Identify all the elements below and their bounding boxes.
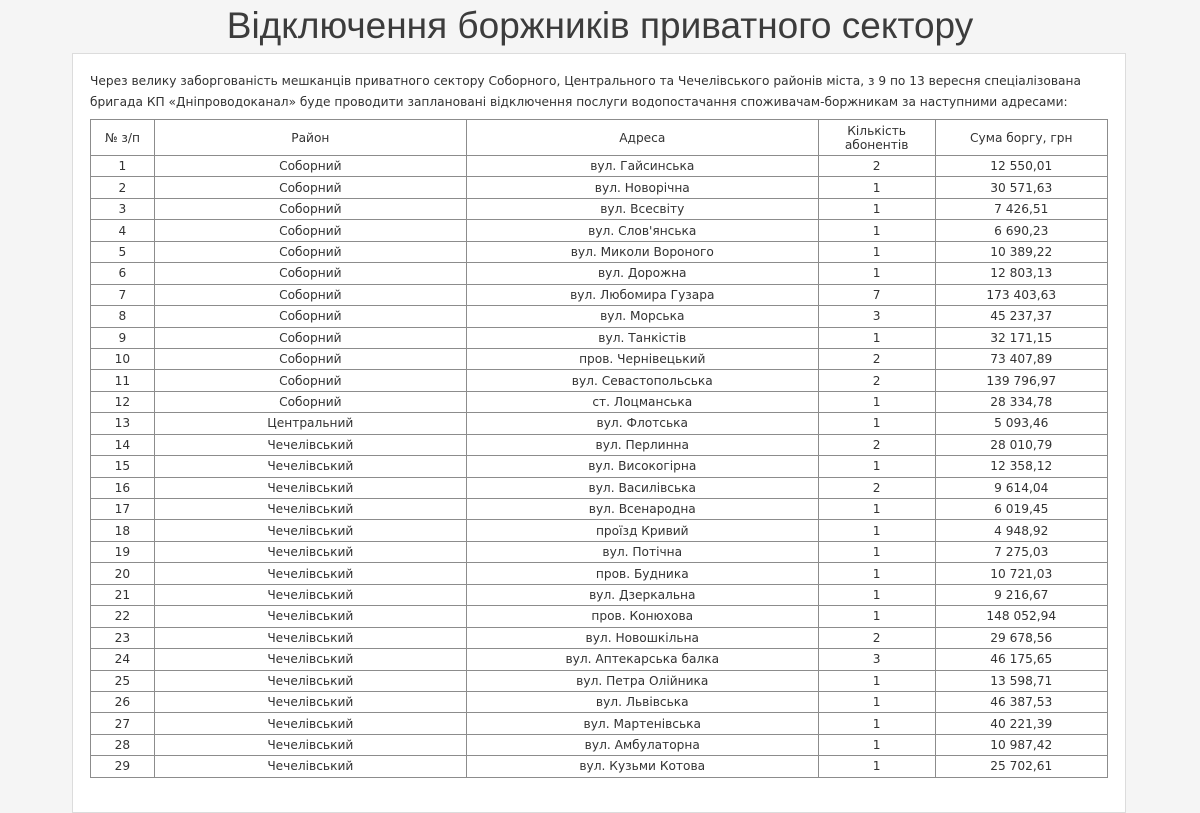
cell-district: Чечелівський bbox=[154, 456, 466, 477]
cell-number: 12 bbox=[91, 391, 155, 412]
table-row bbox=[91, 520, 1108, 541]
table-row bbox=[91, 691, 1108, 712]
cell-debt: 4 948,92 bbox=[935, 520, 1107, 541]
cell-address: проїзд Кривий bbox=[466, 520, 818, 541]
table-row bbox=[91, 306, 1108, 327]
cell-debt: 28 334,78 bbox=[935, 391, 1107, 412]
table-row bbox=[91, 434, 1108, 455]
table-row bbox=[91, 649, 1108, 670]
cell-number: 15 bbox=[91, 456, 155, 477]
cell-address: вул. Перлинна bbox=[466, 434, 818, 455]
cell-number: 4 bbox=[91, 220, 155, 241]
cell-debt: 12 358,12 bbox=[935, 456, 1107, 477]
cell-district: Чечелівський bbox=[154, 584, 466, 605]
cell-number: 1 bbox=[91, 156, 155, 177]
cell-subscribers: 1 bbox=[818, 391, 935, 412]
cell-address: вул. Танкістів bbox=[466, 327, 818, 348]
cell-debt: 12 803,13 bbox=[935, 263, 1107, 284]
cell-number: 28 bbox=[91, 734, 155, 755]
cell-subscribers: 1 bbox=[818, 541, 935, 562]
cell-district: Соборний bbox=[154, 263, 466, 284]
cell-debt: 32 171,15 bbox=[935, 327, 1107, 348]
cell-debt: 10 987,42 bbox=[935, 734, 1107, 755]
cell-debt: 6 019,45 bbox=[935, 499, 1107, 520]
cell-address: вул. Любомира Гузара bbox=[466, 284, 818, 305]
cell-district: Соборний bbox=[154, 284, 466, 305]
cell-district: Чечелівський bbox=[154, 670, 466, 691]
cell-district: Центральний bbox=[154, 413, 466, 434]
table-row bbox=[91, 198, 1108, 219]
cell-number: 24 bbox=[91, 649, 155, 670]
cell-subscribers: 1 bbox=[818, 177, 935, 198]
cell-address: вул. Миколи Вороного bbox=[466, 241, 818, 262]
page-title: Відключення боржників приватного сектору bbox=[226, 5, 974, 46]
cell-debt: 45 237,37 bbox=[935, 306, 1107, 327]
cell-district: Чечелівський bbox=[154, 627, 466, 648]
cell-debt: 46 175,65 bbox=[935, 649, 1107, 670]
cell-debt: 40 221,39 bbox=[935, 713, 1107, 734]
cell-subscribers: 1 bbox=[818, 734, 935, 755]
cell-subscribers: 1 bbox=[818, 198, 935, 219]
cell-address: вул. Гайсинська bbox=[466, 156, 818, 177]
table-header-row bbox=[91, 120, 1108, 156]
cell-address: вул. Новорічна bbox=[466, 177, 818, 198]
cell-number: 2 bbox=[91, 177, 155, 198]
cell-address: вул. Мартенівська bbox=[466, 713, 818, 734]
cell-debt: 10 721,03 bbox=[935, 563, 1107, 584]
cell-subscribers: 1 bbox=[818, 241, 935, 262]
cell-debt: 25 702,61 bbox=[935, 756, 1107, 777]
cell-debt: 148 052,94 bbox=[935, 606, 1107, 627]
cell-number: 20 bbox=[91, 563, 155, 584]
cell-number: 18 bbox=[91, 520, 155, 541]
table-row bbox=[91, 177, 1108, 198]
cell-address: вул. Флотська bbox=[466, 413, 818, 434]
cell-number: 23 bbox=[91, 627, 155, 648]
cell-number: 11 bbox=[91, 370, 155, 391]
cell-debt: 30 571,63 bbox=[935, 177, 1107, 198]
cell-debt: 139 796,97 bbox=[935, 370, 1107, 391]
cell-number: 17 bbox=[91, 499, 155, 520]
cell-number: 8 bbox=[91, 306, 155, 327]
cell-address: ст. Лоцманська bbox=[466, 391, 818, 412]
cell-number: 21 bbox=[91, 584, 155, 605]
cell-subscribers: 2 bbox=[818, 348, 935, 369]
cell-debt: 5 093,46 bbox=[935, 413, 1107, 434]
cell-debt: 73 407,89 bbox=[935, 348, 1107, 369]
cell-debt: 6 690,23 bbox=[935, 220, 1107, 241]
cell-subscribers: 1 bbox=[818, 520, 935, 541]
cell-number: 25 bbox=[91, 670, 155, 691]
header-debt: Сума боргу, грн bbox=[935, 120, 1107, 156]
cell-district: Чечелівський bbox=[154, 520, 466, 541]
cell-district: Чечелівський bbox=[154, 541, 466, 562]
cell-debt: 9 614,04 bbox=[935, 477, 1107, 498]
cell-debt: 7 426,51 bbox=[935, 198, 1107, 219]
cell-district: Соборний bbox=[154, 327, 466, 348]
cell-district: Соборний bbox=[154, 220, 466, 241]
cell-number: 7 bbox=[91, 284, 155, 305]
table-row bbox=[91, 584, 1108, 605]
cell-number: 6 bbox=[91, 263, 155, 284]
cell-number: 19 bbox=[91, 541, 155, 562]
cell-subscribers: 1 bbox=[818, 456, 935, 477]
cell-subscribers: 1 bbox=[818, 563, 935, 584]
cell-subscribers: 2 bbox=[818, 370, 935, 391]
table-row bbox=[91, 220, 1108, 241]
table-row bbox=[91, 670, 1108, 691]
cell-address: вул. Аптекарська балка bbox=[466, 649, 818, 670]
cell-address: вул. Новошкільна bbox=[466, 627, 818, 648]
cell-district: Соборний bbox=[154, 348, 466, 369]
table-row bbox=[91, 606, 1108, 627]
cell-address: вул. Всенародна bbox=[466, 499, 818, 520]
cell-address: вул. Василівська bbox=[466, 477, 818, 498]
cell-number: 3 bbox=[91, 198, 155, 219]
table-row bbox=[91, 499, 1108, 520]
table-row bbox=[91, 477, 1108, 498]
table-row bbox=[91, 263, 1108, 284]
header-district: Район bbox=[154, 120, 466, 156]
table-row bbox=[91, 391, 1108, 412]
cell-district: Чечелівський bbox=[154, 477, 466, 498]
cell-subscribers: 2 bbox=[818, 627, 935, 648]
cell-debt: 29 678,56 bbox=[935, 627, 1107, 648]
table-row bbox=[91, 713, 1108, 734]
cell-debt: 13 598,71 bbox=[935, 670, 1107, 691]
cell-subscribers: 1 bbox=[818, 413, 935, 434]
cell-number: 16 bbox=[91, 477, 155, 498]
cell-subscribers: 3 bbox=[818, 649, 935, 670]
cell-address: вул. Слов'янська bbox=[466, 220, 818, 241]
cell-subscribers: 1 bbox=[818, 756, 935, 777]
cell-address: вул. Петра Олійника bbox=[466, 670, 818, 691]
cell-address: вул. Морська bbox=[466, 306, 818, 327]
cell-address: вул. Львівська bbox=[466, 691, 818, 712]
table-row bbox=[91, 348, 1108, 369]
cell-subscribers: 2 bbox=[818, 156, 935, 177]
cell-district: Чечелівський bbox=[154, 734, 466, 755]
cell-district: Чечелівський bbox=[154, 434, 466, 455]
table-row bbox=[91, 327, 1108, 348]
header-subscribers: Кількість абонентів bbox=[818, 120, 935, 156]
table-body bbox=[91, 156, 1108, 778]
cell-debt: 9 216,67 bbox=[935, 584, 1107, 605]
cell-number: 27 bbox=[91, 713, 155, 734]
cell-address: вул. Севастопольська bbox=[466, 370, 818, 391]
cell-debt: 10 389,22 bbox=[935, 241, 1107, 262]
debtors-table bbox=[90, 119, 1108, 778]
table-row bbox=[91, 541, 1108, 562]
cell-address: вул. Високогірна bbox=[466, 456, 818, 477]
table-row bbox=[91, 284, 1108, 305]
cell-subscribers: 1 bbox=[818, 606, 935, 627]
cell-number: 10 bbox=[91, 348, 155, 369]
cell-number: 14 bbox=[91, 434, 155, 455]
cell-district: Чечелівський bbox=[154, 713, 466, 734]
cell-address: вул. Дзеркальна bbox=[466, 584, 818, 605]
intro-paragraph: Через велику заборгованість мешканців приватного сектору Соборного, Центрального та Чечелівського районів міста, з 9 по 13 вересня спеціалізована бригада КП «Дніпроводоканал» буде проводити заплановані відключення послуги водопостачання споживачам-боржникам за наступними адресами: bbox=[90, 74, 1081, 109]
cell-address: вул. Амбулаторна bbox=[466, 734, 818, 755]
cell-address: пров. Будника bbox=[466, 563, 818, 584]
cell-district: Чечелівський bbox=[154, 499, 466, 520]
cell-subscribers: 7 bbox=[818, 284, 935, 305]
cell-number: 9 bbox=[91, 327, 155, 348]
content-card bbox=[72, 53, 1126, 813]
table-row bbox=[91, 756, 1108, 777]
cell-district: Соборний bbox=[154, 156, 466, 177]
cell-subscribers: 1 bbox=[818, 670, 935, 691]
cell-subscribers: 1 bbox=[818, 584, 935, 605]
cell-address: пров. Чернівецький bbox=[466, 348, 818, 369]
cell-subscribers: 1 bbox=[818, 220, 935, 241]
table-row bbox=[91, 627, 1108, 648]
cell-district: Соборний bbox=[154, 177, 466, 198]
cell-debt: 28 010,79 bbox=[935, 434, 1107, 455]
cell-district: Чечелівський bbox=[154, 563, 466, 584]
cell-district: Соборний bbox=[154, 391, 466, 412]
table-row bbox=[91, 156, 1108, 177]
cell-number: 13 bbox=[91, 413, 155, 434]
table-row bbox=[91, 734, 1108, 755]
table-row bbox=[91, 563, 1108, 584]
cell-district: Чечелівський bbox=[154, 649, 466, 670]
cell-subscribers: 3 bbox=[818, 306, 935, 327]
cell-district: Чечелівський bbox=[154, 756, 466, 777]
cell-district: Соборний bbox=[154, 370, 466, 391]
table-row bbox=[91, 370, 1108, 391]
cell-debt: 173 403,63 bbox=[935, 284, 1107, 305]
cell-address: вул. Потічна bbox=[466, 541, 818, 562]
table-row bbox=[91, 241, 1108, 262]
cell-subscribers: 1 bbox=[818, 263, 935, 284]
cell-debt: 12 550,01 bbox=[935, 156, 1107, 177]
cell-number: 29 bbox=[91, 756, 155, 777]
cell-address: пров. Конюхова bbox=[466, 606, 818, 627]
table-row bbox=[91, 456, 1108, 477]
cell-debt: 46 387,53 bbox=[935, 691, 1107, 712]
header-number: № з/п bbox=[91, 120, 155, 156]
cell-district: Соборний bbox=[154, 198, 466, 219]
cell-district: Чечелівський bbox=[154, 691, 466, 712]
cell-address: вул. Кузьми Котова bbox=[466, 756, 818, 777]
table-row bbox=[91, 413, 1108, 434]
cell-subscribers: 2 bbox=[818, 434, 935, 455]
cell-subscribers: 1 bbox=[818, 713, 935, 734]
cell-subscribers: 1 bbox=[818, 691, 935, 712]
cell-address: вул. Всесвіту bbox=[466, 198, 818, 219]
cell-district: Чечелівський bbox=[154, 606, 466, 627]
cell-number: 22 bbox=[91, 606, 155, 627]
cell-subscribers: 1 bbox=[818, 327, 935, 348]
cell-subscribers: 1 bbox=[818, 499, 935, 520]
header-address: Адреса bbox=[466, 120, 818, 156]
cell-district: Соборний bbox=[154, 241, 466, 262]
cell-number: 5 bbox=[91, 241, 155, 262]
cell-address: вул. Дорожна bbox=[466, 263, 818, 284]
cell-district: Соборний bbox=[154, 306, 466, 327]
cell-subscribers: 2 bbox=[818, 477, 935, 498]
cell-debt: 7 275,03 bbox=[935, 541, 1107, 562]
cell-number: 26 bbox=[91, 691, 155, 712]
